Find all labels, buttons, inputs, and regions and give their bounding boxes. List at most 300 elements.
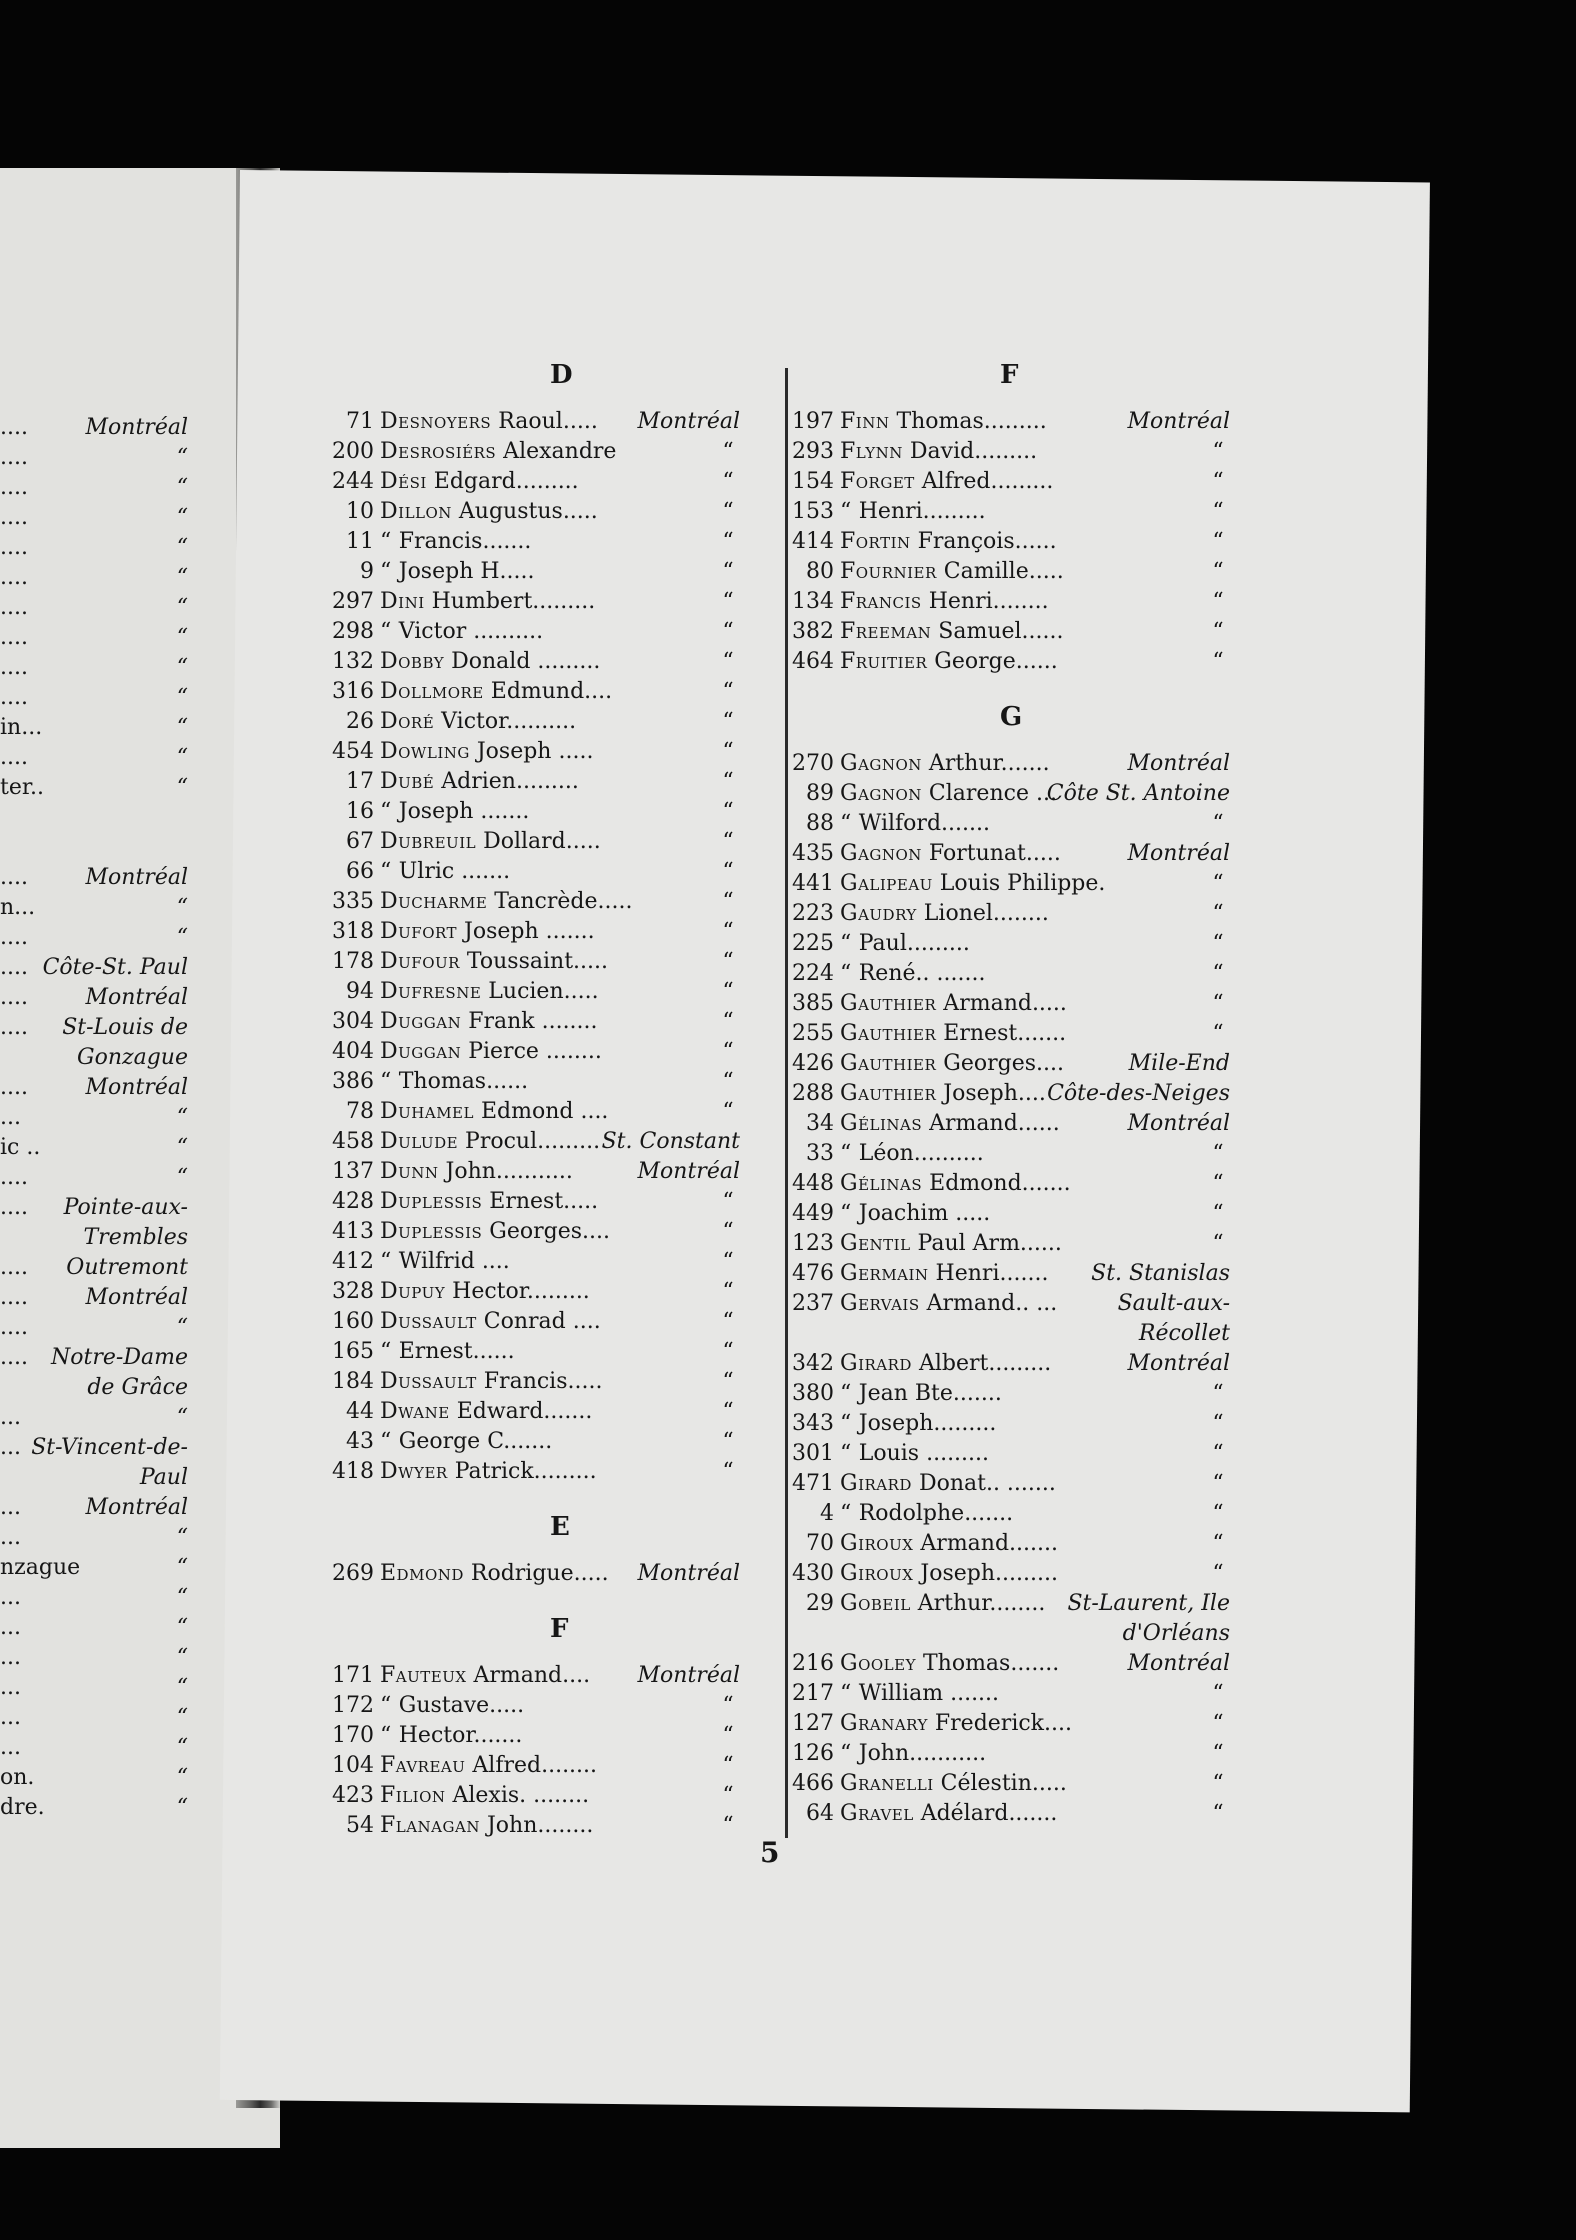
entry-location: “ (722, 799, 734, 824)
left-page-fragment: .... (0, 1015, 28, 1040)
entry-number: 471 (792, 1471, 834, 1496)
entry-number: 67 (346, 829, 374, 854)
entry-given-name: Victor .......... (391, 619, 544, 644)
entry-number: 414 (792, 529, 834, 554)
left-page-fragment: .... (0, 1165, 28, 1190)
entry-surname: “ (840, 1681, 852, 1706)
entry-name (840, 840, 1061, 868)
entry-number: 269 (332, 1561, 374, 1586)
entry-number: 89 (806, 781, 834, 806)
entry-number: 413 (332, 1219, 374, 1244)
left-page-fragment: .... (0, 685, 28, 710)
entry-number: 66 (346, 859, 374, 884)
entry-given-name: Augustus..... (451, 499, 598, 524)
entry-name (840, 930, 970, 958)
entry-location: “ (1212, 1171, 1224, 1196)
entry-surname: Girard (840, 1471, 912, 1496)
entry-location: “ (1212, 469, 1224, 494)
left-page-fragment: .... (0, 1195, 28, 1220)
entry-given-name: Thomas....... (915, 1651, 1060, 1676)
left-page-place: St-Louis de (62, 1015, 188, 1040)
entry-name (380, 1218, 610, 1246)
entry-name (840, 1050, 1064, 1078)
entry-location: “ (722, 979, 734, 1004)
left-page-fragment: ... (0, 1675, 21, 1700)
left-page-fragment: in... (0, 715, 43, 740)
entry-given-name: Joseph......... (851, 1411, 997, 1436)
entry-location: “ (722, 1369, 734, 1394)
left-page-place: “ (176, 625, 188, 650)
left-page-fragment: .... (0, 1345, 28, 1370)
entry-surname: “ (840, 1411, 852, 1436)
entry-number: 404 (332, 1039, 374, 1064)
entry-number: 318 (332, 919, 374, 944)
entry-location: “ (722, 889, 734, 914)
entry-given-name: Edward....... (449, 1399, 593, 1424)
entry-given-name: Alfred........ (465, 1753, 598, 1778)
section-letter-f: F (1000, 360, 1019, 390)
entry-number: 44 (346, 1399, 374, 1424)
entry-location: “ (722, 1339, 734, 1364)
entry-given-name: Toussaint..... (459, 949, 609, 974)
entry-given-name: Henri........ (921, 589, 1049, 614)
entry-surname: Gagnon (840, 781, 922, 806)
left-page-fragment: n... (0, 895, 36, 920)
entry-number: 34 (806, 1111, 834, 1136)
entry-name (840, 990, 1067, 1018)
entry-given-name: Armand....... (913, 1531, 1059, 1556)
entry-location: “ (1212, 961, 1224, 986)
section-letter-e: E (550, 1512, 570, 1542)
entry-number: 316 (332, 679, 374, 704)
entry-location: “ (1212, 1411, 1224, 1436)
entry-name (840, 1560, 1058, 1588)
entry-name (840, 1410, 996, 1438)
left-page-fragment: .... (0, 655, 28, 680)
entry-given-name: Joseph ..... (469, 739, 594, 764)
entry-surname: Granary (840, 1711, 928, 1736)
entry-given-name: Georges.... (482, 1219, 610, 1244)
entry-given-name: John........... (438, 1159, 573, 1184)
entry-name (840, 1710, 1072, 1738)
entry-location: “ (722, 739, 734, 764)
entry-surname: Gauthier (840, 1021, 937, 1046)
entry-surname: “ (840, 1381, 852, 1406)
entry-surname: Dufresne (380, 979, 482, 1004)
entry-number: 297 (332, 589, 374, 614)
entry-given-name: John........... (851, 1741, 987, 1766)
entry-name (840, 750, 1050, 778)
entry-location: “ (722, 1693, 734, 1718)
entry-surname: Gravel (840, 1801, 914, 1826)
entry-name (380, 1722, 522, 1750)
entry-location: “ (1212, 1471, 1224, 1496)
entry-location: d'Orléans (1122, 1621, 1230, 1646)
entry-location: “ (1212, 1381, 1224, 1406)
left-page-place: “ (176, 1615, 188, 1640)
entry-surname: Dufour (380, 949, 460, 974)
entry-given-name: Ernest....... (936, 1021, 1067, 1046)
entry-location: Montréal (637, 1159, 740, 1184)
entry-number: 423 (332, 1783, 374, 1808)
entry-number: 33 (806, 1141, 834, 1166)
entry-name (380, 1188, 598, 1216)
entry-surname: “ (840, 1441, 852, 1466)
left-page-place: “ (176, 1105, 188, 1130)
entry-name (840, 1590, 1045, 1618)
entry-given-name: Louis ......... (851, 1441, 990, 1466)
entry-number: 454 (332, 739, 374, 764)
entry-given-name: Paul......... (851, 931, 970, 956)
entry-number: 380 (792, 1381, 834, 1406)
left-page-fragment: ... (0, 1705, 21, 1730)
entry-location: “ (1212, 1441, 1224, 1466)
entry-name (840, 1140, 984, 1168)
entry-given-name: Paul Arm...... (910, 1231, 1062, 1256)
entry-name (380, 888, 632, 916)
entry-location: Sault-aux- (1117, 1291, 1230, 1316)
entry-number: 78 (346, 1099, 374, 1124)
entry-given-name: Francis....... (391, 529, 532, 554)
entry-number: 88 (806, 811, 834, 836)
left-page-place: “ (176, 775, 188, 800)
entry-surname: Galipeau (840, 871, 933, 896)
entry-location: “ (722, 1399, 734, 1424)
entry-number: 458 (332, 1129, 374, 1154)
entry-number: 4 (820, 1501, 834, 1526)
entry-surname: Forget (840, 469, 915, 494)
entry-number: 304 (332, 1009, 374, 1034)
entry-location: Montréal (637, 409, 740, 434)
entry-given-name: Victor.......... (434, 709, 577, 734)
entry-number: 16 (346, 799, 374, 824)
entry-surname: “ (840, 961, 852, 986)
entry-name (840, 648, 1058, 676)
entry-given-name: Armand...... (922, 1111, 1060, 1136)
left-page-place: de Grâce (87, 1375, 188, 1400)
left-page-fragment: ... (0, 1735, 21, 1760)
entry-name (380, 738, 593, 766)
entry-name (840, 1800, 1057, 1828)
entry-given-name: Lionel........ (916, 901, 1049, 926)
left-page-fragment: .... (0, 415, 28, 440)
entry-location: “ (1212, 529, 1224, 554)
entry-number: 80 (806, 559, 834, 584)
entry-given-name: Jean Bte....... (851, 1381, 1002, 1406)
entry-location: “ (722, 529, 734, 554)
entry-number: 385 (792, 991, 834, 1016)
entry-surname: Francis (840, 589, 922, 614)
entry-given-name: George C....... (391, 1429, 553, 1454)
entry-given-name: Tancrède..... (487, 889, 633, 914)
entry-location: “ (1212, 1201, 1224, 1226)
entry-given-name: Arthur....... (921, 751, 1050, 776)
entry-location: “ (722, 1219, 734, 1244)
entry-number: 441 (792, 871, 834, 896)
entry-number: 178 (332, 949, 374, 974)
entry-name (380, 948, 608, 976)
entry-name (840, 1110, 1060, 1138)
entry-surname: “ (380, 1249, 392, 1274)
entry-surname: Flanagan (380, 1813, 480, 1838)
entry-number: 223 (792, 901, 834, 926)
left-page-place: “ (176, 445, 188, 470)
entry-name (840, 588, 1049, 616)
entry-given-name: George...... (927, 649, 1058, 674)
entry-surname: Flynn (840, 439, 903, 464)
entry-name (380, 498, 598, 526)
entry-surname: Gaudry (840, 901, 917, 926)
entry-location: “ (1212, 1021, 1224, 1046)
entry-given-name: Edmond....... (922, 1171, 1071, 1196)
entry-number: 412 (332, 1249, 374, 1274)
entry-number: 448 (792, 1171, 834, 1196)
entry-number: 172 (332, 1693, 374, 1718)
section-letter-f: F (550, 1614, 569, 1644)
entry-name (380, 978, 599, 1006)
entry-given-name: Procul......... (458, 1129, 601, 1154)
entry-surname: Freeman (840, 619, 932, 644)
entry-location: “ (1212, 1501, 1224, 1526)
entry-number: 200 (332, 439, 374, 464)
entry-location: Montréal (1127, 1111, 1230, 1136)
entry-location: Montréal (1127, 751, 1230, 776)
entry-location: “ (1212, 619, 1224, 644)
left-page-place: Montréal (85, 1285, 188, 1310)
entry-name (380, 1368, 602, 1396)
entry-given-name: John........ (479, 1813, 594, 1838)
entry-location: “ (722, 1813, 734, 1838)
left-page-place: Montréal (85, 1075, 188, 1100)
left-page-place: St-Vincent-de- (31, 1435, 188, 1460)
entry-location: “ (722, 859, 734, 884)
entry-location: “ (722, 1753, 734, 1778)
entry-name (380, 1662, 590, 1690)
entry-number: 9 (360, 559, 374, 584)
entry-surname: Dulude (380, 1129, 459, 1154)
left-page-fragment: .... (0, 595, 28, 620)
entry-given-name: Francis..... (476, 1369, 603, 1394)
left-page-place: Pointe-aux- (63, 1195, 188, 1220)
entry-surname: “ (840, 499, 852, 524)
entry-location: St. Constant (601, 1129, 740, 1154)
entry-number: 298 (332, 619, 374, 644)
entry-given-name: Joseph.... (936, 1081, 1046, 1106)
entry-name (380, 1692, 524, 1720)
entry-surname: “ (840, 931, 852, 956)
entry-number: 123 (792, 1231, 834, 1256)
entry-location: Montréal (637, 1663, 740, 1688)
entry-given-name: Camille..... (936, 559, 1064, 584)
entry-name (380, 438, 616, 466)
left-page-fragment: ... (0, 1615, 21, 1640)
entry-given-name: Adrien......... (434, 769, 579, 794)
entry-name (380, 528, 531, 556)
entry-surname: Duggan (380, 1009, 462, 1034)
entry-name (380, 1098, 608, 1126)
entry-surname: Granelli (840, 1771, 934, 1796)
left-page-fragment: .... (0, 1075, 28, 1100)
entry-given-name: Joseph......... (913, 1561, 1058, 1586)
left-page-fragment: .... (0, 1285, 28, 1310)
entry-location: “ (722, 469, 734, 494)
entry-given-name: Gustave..... (391, 1693, 525, 1718)
entry-surname: Finn (840, 409, 890, 434)
left-page-fragment: .... (0, 475, 28, 500)
entry-surname: Dillon (380, 499, 452, 524)
entry-name (380, 1038, 602, 1066)
entry-surname: Gélinas (840, 1171, 923, 1196)
entry-given-name: Adélard....... (913, 1801, 1058, 1826)
entry-name (840, 438, 1037, 466)
entry-location: “ (1212, 439, 1224, 464)
entry-number: 26 (346, 709, 374, 734)
left-page-place: Gonzague (77, 1045, 188, 1070)
entry-given-name: Donat.. ....... (911, 1471, 1056, 1496)
entry-surname: Dowling (380, 739, 470, 764)
left-page-place: “ (176, 1165, 188, 1190)
entry-number: 435 (792, 841, 834, 866)
entry-name (380, 1458, 597, 1486)
entry-given-name: Fortunat..... (921, 841, 1061, 866)
entry-number: 17 (346, 769, 374, 794)
entry-name (840, 558, 1064, 586)
entry-given-name: Arthur........ (910, 1591, 1046, 1616)
entry-surname: Giroux (840, 1531, 914, 1556)
left-page-place: Montréal (85, 985, 188, 1010)
left-page-place: “ (176, 1645, 188, 1670)
entry-location: “ (1212, 1231, 1224, 1256)
entry-name (380, 1278, 590, 1306)
entry-number: 418 (332, 1459, 374, 1484)
entry-number: 293 (792, 439, 834, 464)
entry-surname: Favreau (380, 1753, 466, 1778)
left-page-place: “ (176, 1555, 188, 1580)
entry-surname: “ (380, 1069, 392, 1094)
entry-given-name: Rodolphe....... (851, 1501, 1014, 1526)
left-page-fragment: .... (0, 445, 28, 470)
entry-surname: Duplessis (380, 1189, 483, 1214)
entry-given-name: Raoul..... (491, 409, 598, 434)
entry-given-name: Henri......... (851, 499, 986, 524)
entry-name (380, 1308, 601, 1336)
entry-surname: “ (840, 1501, 852, 1526)
entry-number: 301 (792, 1441, 834, 1466)
entry-location: “ (1212, 991, 1224, 1016)
entry-name (380, 1428, 552, 1456)
entry-name (840, 1530, 1058, 1558)
entry-name (380, 1782, 589, 1810)
entry-name (380, 468, 579, 496)
entry-given-name: Joachim ..... (851, 1201, 991, 1226)
entry-location: “ (1212, 589, 1224, 614)
entry-surname: Dollmore (380, 679, 484, 704)
left-page-fragment: ... (0, 1525, 21, 1550)
entry-name (380, 828, 601, 856)
entry-surname: Duplessis (380, 1219, 483, 1244)
left-page-place: Paul (139, 1465, 188, 1490)
entry-number: 10 (346, 499, 374, 524)
left-page-place: “ (176, 1135, 188, 1160)
entry-surname: “ (380, 529, 392, 554)
entry-given-name: Joseph H..... (391, 559, 535, 584)
entry-surname: Giroux (840, 1561, 914, 1586)
entry-location: “ (722, 499, 734, 524)
left-page-place: “ (176, 1735, 188, 1760)
section-letter-d: D (550, 360, 573, 390)
left-page-fragment: ... (0, 1405, 21, 1430)
entry-name (380, 588, 595, 616)
entry-surname: Doré (380, 709, 435, 734)
entry-name (380, 798, 529, 826)
entry-surname: Gagnon (840, 751, 922, 776)
entry-name (840, 1440, 989, 1468)
entry-surname: Desrosiérs (380, 439, 497, 464)
left-page-fragment: ic .. (0, 1135, 41, 1160)
entry-name (840, 1380, 1002, 1408)
entry-location: Côte-des-Neiges (1047, 1081, 1230, 1106)
entry-given-name: Thomas...... (391, 1069, 529, 1094)
entry-given-name: Frank ........ (461, 1009, 598, 1034)
left-page-place: Notre-Dame (51, 1345, 188, 1370)
left-page-fragment: .... (0, 1255, 28, 1280)
entry-surname: Ducharme (380, 889, 488, 914)
entry-name (380, 768, 579, 796)
left-page-place: “ (176, 745, 188, 770)
left-page-place: “ (176, 895, 188, 920)
entry-given-name: Ernest..... (482, 1189, 599, 1214)
entry-number: 449 (792, 1201, 834, 1226)
left-page-place: Montréal (85, 865, 188, 890)
entry-name (840, 1680, 999, 1708)
entry-given-name: Dollard..... (476, 829, 601, 854)
left-page-place: “ (176, 685, 188, 710)
entry-number: 225 (792, 931, 834, 956)
entry-given-name: Hector......... (445, 1279, 590, 1304)
entry-number: 426 (792, 1051, 834, 1076)
entry-given-name: Wilfrid .... (391, 1249, 510, 1274)
entry-name (840, 1500, 1013, 1528)
entry-given-name: Joseph ....... (391, 799, 530, 824)
entry-given-name: Clarence ... (921, 781, 1057, 806)
entry-given-name: Alexis. ........ (445, 1783, 590, 1808)
entry-number: 171 (332, 1663, 374, 1688)
left-page-fragment: .... (0, 1315, 28, 1340)
entry-given-name: William ....... (851, 1681, 1000, 1706)
entry-number: 430 (792, 1561, 834, 1586)
entry-location: “ (1212, 559, 1224, 584)
entry-name (840, 468, 1053, 496)
left-page-place: “ (176, 1585, 188, 1610)
entry-given-name: Lucien..... (481, 979, 599, 1004)
entry-surname: Filion (380, 1783, 446, 1808)
entry-location: “ (722, 1249, 734, 1274)
entry-location: “ (722, 1783, 734, 1808)
entry-given-name: Edmond .... (473, 1099, 609, 1124)
page-number: 5 (760, 1836, 780, 1869)
entry-given-name: Patrick......... (447, 1459, 597, 1484)
entry-given-name: David......... (902, 439, 1038, 464)
left-page-place: “ (176, 715, 188, 740)
entry-surname: Dubreuil (380, 829, 477, 854)
entry-name (380, 558, 535, 586)
entry-surname: “ (840, 1741, 852, 1766)
entry-given-name: Edgard......... (426, 469, 579, 494)
left-page-place: “ (176, 595, 188, 620)
entry-number: 224 (792, 961, 834, 986)
entry-name (840, 498, 986, 526)
entry-number: 255 (792, 1021, 834, 1046)
